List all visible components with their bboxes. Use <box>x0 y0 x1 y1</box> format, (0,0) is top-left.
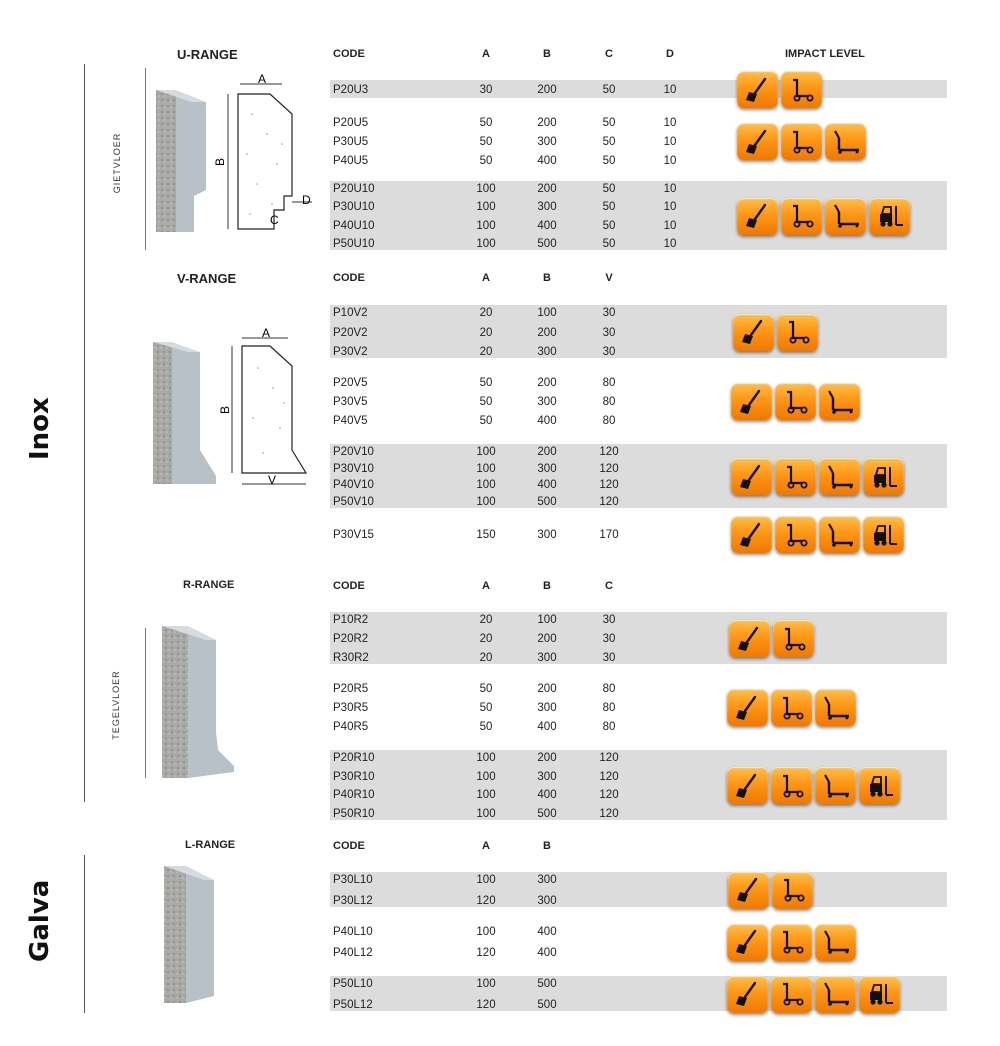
dimension-value: 120 <box>476 999 496 1011</box>
material-inox-label: Inox <box>25 397 55 460</box>
product-code: R30R2 <box>333 652 369 664</box>
product-code: P40V5 <box>333 415 368 427</box>
row-group-band <box>330 305 947 358</box>
dimension-value: 120 <box>599 770 619 783</box>
dimension-value: 300 <box>537 201 557 214</box>
v-profile-image <box>150 338 220 488</box>
dimension-value: 100 <box>476 479 496 492</box>
dimension-value: 500 <box>537 978 557 990</box>
dimension-value: 80 <box>602 377 616 389</box>
dim-d-label: D <box>302 193 311 207</box>
product-code: P40R10 <box>333 789 375 802</box>
column-header-code: CODE <box>333 272 365 284</box>
dimension-value: 400 <box>537 479 557 492</box>
material-galva-label: Galva <box>25 879 55 962</box>
dimension-value: 20 <box>479 652 493 664</box>
dimension-value: 10 <box>663 155 677 167</box>
impact-level-icons <box>731 458 904 495</box>
dim-a-label-v: A <box>262 328 271 340</box>
dimension-value: 200 <box>537 326 557 339</box>
dimension-value: 500 <box>537 808 557 820</box>
impact-level-icons <box>727 689 856 726</box>
scooter-icon <box>775 458 816 495</box>
dimension-value: 400 <box>537 155 557 167</box>
dimension-value: 100 <box>476 201 496 214</box>
dimension-value: 100 <box>476 183 496 195</box>
column-header-v: V <box>605 272 613 284</box>
impact-level-icons <box>737 123 866 160</box>
broom-icon <box>731 516 772 553</box>
product-code: P40R5 <box>333 721 369 733</box>
product-code: P30R5 <box>333 702 369 714</box>
dimension-value: 100 <box>476 808 496 820</box>
dimension-value: 50 <box>479 396 493 408</box>
dimension-value: 80 <box>602 721 616 733</box>
product-code: P20U10 <box>333 183 375 195</box>
scooter-icon <box>775 516 816 553</box>
v-section-drawing <box>218 328 318 498</box>
pallet-jack-icon <box>815 767 856 804</box>
impact-level-icons <box>737 71 822 108</box>
scooter-icon <box>771 976 812 1013</box>
dimension-value: 300 <box>537 652 557 664</box>
dimension-value: 300 <box>537 770 557 783</box>
dimension-value: 30 <box>602 346 616 358</box>
product-code: P50V10 <box>333 496 374 508</box>
dimension-value: 200 <box>537 117 557 129</box>
pallet-jack-icon <box>825 198 866 235</box>
dimension-value: 20 <box>479 307 493 319</box>
dimension-value: 10 <box>663 238 677 250</box>
product-code: P10R2 <box>333 614 369 626</box>
pallet-jack-icon <box>815 976 856 1013</box>
dimension-value: 200 <box>537 752 557 764</box>
product-code: P20V10 <box>333 446 374 458</box>
dimension-value: 200 <box>537 183 557 195</box>
dimension-value: 300 <box>537 702 557 714</box>
broom-icon <box>733 314 774 351</box>
dimension-value: 30 <box>602 614 616 626</box>
product-code: P20R2 <box>333 633 369 645</box>
forklift-icon <box>859 976 900 1013</box>
broom-icon <box>727 767 768 804</box>
dimension-value: 500 <box>537 238 557 250</box>
pallet-jack-icon <box>815 689 856 726</box>
broom-icon <box>737 123 778 160</box>
product-code: P20U3 <box>333 84 369 96</box>
pallet-jack-icon <box>815 924 856 961</box>
column-header-code: CODE <box>333 840 365 852</box>
column-header-a: A <box>482 48 490 60</box>
broom-icon <box>728 872 769 909</box>
dimension-value: 50 <box>479 117 493 129</box>
dimension-value: 80 <box>602 415 616 427</box>
product-code: P40U5 <box>333 155 369 167</box>
dimension-value: 170 <box>599 529 619 541</box>
product-code: P30R10 <box>333 770 375 783</box>
impact-level-icons <box>727 924 856 961</box>
v-range-title: V-RANGE <box>177 271 237 286</box>
pallet-jack-icon <box>819 458 860 495</box>
l-range-title: L-RANGE <box>185 839 236 851</box>
dimension-value: 20 <box>479 346 493 358</box>
product-code: P30U5 <box>333 136 369 148</box>
dimension-value: 100 <box>476 462 496 475</box>
product-code: P20V2 <box>333 326 368 339</box>
impact-level-header: IMPACT LEVEL <box>785 48 865 60</box>
impact-level-icons <box>733 314 818 351</box>
dimension-value: 120 <box>599 752 619 764</box>
scooter-icon <box>772 872 813 909</box>
product-code: P20V5 <box>333 377 368 389</box>
dimension-value: 100 <box>476 496 496 508</box>
dimension-value: 100 <box>537 307 557 319</box>
dimension-value: 100 <box>476 926 496 938</box>
product-code: P30L10 <box>333 874 373 886</box>
dimension-value: 50 <box>602 84 616 96</box>
dimension-value: 10 <box>663 201 677 214</box>
scooter-icon <box>775 383 816 420</box>
impact-level-icons <box>737 198 910 235</box>
forklift-icon <box>859 767 900 804</box>
row-group-band <box>330 612 947 664</box>
broom-icon <box>737 71 778 108</box>
dimension-value: 50 <box>479 136 493 148</box>
dimension-value: 200 <box>537 446 557 458</box>
l-profile-image <box>160 862 220 1007</box>
broom-icon <box>737 198 778 235</box>
dimension-value: 50 <box>602 238 616 250</box>
dimension-value: 100 <box>537 614 557 626</box>
dim-a-label: A <box>258 74 267 86</box>
dimension-value: 50 <box>602 117 616 129</box>
column-header-b: B <box>543 840 551 852</box>
dimension-value: 120 <box>599 496 619 508</box>
dimension-value: 300 <box>537 346 557 358</box>
scooter-icon <box>773 620 814 657</box>
dimension-value: 20 <box>479 326 493 339</box>
pallet-jack-icon <box>825 123 866 160</box>
broom-icon <box>727 689 768 726</box>
product-code: P20R10 <box>333 752 375 764</box>
dimension-value: 200 <box>537 84 557 96</box>
column-header-code: CODE <box>333 48 365 60</box>
dimension-value: 50 <box>479 377 493 389</box>
broom-icon <box>727 924 768 961</box>
dimension-value: 300 <box>537 895 557 907</box>
dimension-value: 30 <box>602 307 616 319</box>
dimension-value: 30 <box>602 633 616 645</box>
product-code: P50R10 <box>333 808 375 820</box>
dimension-value: 30 <box>479 84 493 96</box>
dimension-value: 300 <box>537 874 557 886</box>
dimension-value: 10 <box>663 117 677 129</box>
dimension-value: 150 <box>476 529 496 541</box>
dimension-value: 30 <box>602 326 616 339</box>
dimension-value: 200 <box>537 633 557 645</box>
dimension-value: 100 <box>476 446 496 458</box>
scooter-icon <box>781 123 822 160</box>
dimension-value: 50 <box>479 155 493 167</box>
column-header-a: A <box>482 580 490 592</box>
dimension-value: 50 <box>602 155 616 167</box>
product-code: P50L10 <box>333 978 373 990</box>
column-header-code: CODE <box>333 580 365 592</box>
dimension-value: 50 <box>602 183 616 195</box>
column-header-c: C <box>605 580 613 592</box>
dimension-value: 80 <box>602 396 616 408</box>
impact-level-icons <box>728 872 813 909</box>
dimension-value: 120 <box>599 446 619 458</box>
dimension-value: 50 <box>479 702 493 714</box>
tegelvloer-line <box>145 628 146 778</box>
impact-level-icons <box>727 767 900 804</box>
dimension-value: 50 <box>479 683 493 695</box>
dimension-value: 100 <box>476 770 496 783</box>
broom-icon <box>731 458 772 495</box>
impact-level-icons <box>729 620 814 657</box>
dimension-value: 80 <box>602 702 616 714</box>
dimension-value: 120 <box>599 808 619 820</box>
dimension-value: 400 <box>537 219 557 232</box>
u-section-drawing <box>212 74 322 249</box>
u-range-title: U-RANGE <box>177 47 238 62</box>
product-code: P20R5 <box>333 683 369 695</box>
dimension-value: 400 <box>537 721 557 733</box>
dimension-value: 400 <box>537 415 557 427</box>
dimension-value: 200 <box>537 683 557 695</box>
dim-b-label-v: B <box>218 405 232 414</box>
dimension-value: 300 <box>537 529 557 541</box>
dimension-value: 300 <box>537 462 557 475</box>
broom-icon <box>731 383 772 420</box>
product-code: P10V2 <box>333 307 368 319</box>
product-code: P50L12 <box>333 999 373 1011</box>
pallet-jack-icon <box>819 383 860 420</box>
dimension-value: 100 <box>476 238 496 250</box>
dimension-value: 20 <box>479 633 493 645</box>
dimension-value: 500 <box>537 496 557 508</box>
forklift-icon <box>869 198 910 235</box>
floor-tegelvloer-label: TEGELVLOER <box>111 670 121 740</box>
broom-icon <box>729 620 770 657</box>
galva-divider-line <box>84 855 85 1013</box>
dimension-value: 50 <box>602 219 616 232</box>
product-code: P30V2 <box>333 346 368 358</box>
scooter-icon <box>777 314 818 351</box>
forklift-icon <box>863 516 904 553</box>
dimension-value: 120 <box>599 789 619 802</box>
dimension-value: 50 <box>479 721 493 733</box>
forklift-icon <box>863 458 904 495</box>
column-header-b: B <box>543 580 551 592</box>
gietvloer-line <box>145 68 146 250</box>
dimension-value: 100 <box>476 752 496 764</box>
row-group-band <box>330 80 947 98</box>
product-code: P40L12 <box>333 947 373 959</box>
r-range-title: R-RANGE <box>183 579 235 591</box>
dimension-value: 120 <box>599 462 619 475</box>
dimension-value: 120 <box>476 947 496 959</box>
dimension-value: 120 <box>476 895 496 907</box>
product-code: P40V10 <box>333 479 374 492</box>
dimension-value: 400 <box>537 926 557 938</box>
dim-c-label: C <box>270 213 279 227</box>
column-header-a: A <box>482 840 490 852</box>
dimension-value: 50 <box>602 201 616 214</box>
pallet-jack-icon <box>819 516 860 553</box>
product-code: P50U10 <box>333 238 375 250</box>
scooter-icon <box>771 767 812 804</box>
dimension-value: 10 <box>663 219 677 232</box>
dimension-value: 80 <box>602 683 616 695</box>
dimension-value: 500 <box>537 999 557 1011</box>
dimension-value: 50 <box>479 415 493 427</box>
impact-level-icons <box>731 383 860 420</box>
dimension-value: 30 <box>602 652 616 664</box>
row-group-band <box>330 872 947 907</box>
inox-divider-line <box>84 64 85 802</box>
dimension-value: 20 <box>479 614 493 626</box>
floor-gietvloer-label: GIETVLOER <box>112 132 122 194</box>
dimension-value: 100 <box>476 789 496 802</box>
scooter-icon <box>771 689 812 726</box>
dimension-value: 10 <box>663 84 677 96</box>
column-header-d: D <box>666 48 674 60</box>
r-profile-image <box>158 622 238 782</box>
dimension-value: 300 <box>537 396 557 408</box>
dimension-value: 100 <box>476 978 496 990</box>
column-header-b: B <box>543 272 551 284</box>
scooter-icon <box>781 198 822 235</box>
dimension-value: 400 <box>537 789 557 802</box>
broom-icon <box>727 976 768 1013</box>
dimension-value: 100 <box>476 874 496 886</box>
impact-level-icons <box>731 516 904 553</box>
scooter-icon <box>781 71 822 108</box>
product-code: P30V5 <box>333 396 368 408</box>
dimension-value: 400 <box>537 947 557 959</box>
scooter-icon <box>771 924 812 961</box>
dimension-value: 120 <box>599 479 619 492</box>
column-header-a: A <box>482 272 490 284</box>
dimension-value: 100 <box>476 219 496 232</box>
column-header-c: C <box>605 48 613 60</box>
dimension-value: 50 <box>602 136 616 148</box>
product-code: P40U10 <box>333 219 375 232</box>
product-code: P20U5 <box>333 117 369 129</box>
dimension-value: 200 <box>537 377 557 389</box>
column-header-b: B <box>543 48 551 60</box>
product-code: P40L10 <box>333 926 373 938</box>
dimension-value: 10 <box>663 183 677 195</box>
dimension-value: 300 <box>537 136 557 148</box>
product-code: P30V10 <box>333 462 374 475</box>
u-profile-image <box>154 86 214 236</box>
dim-b-label: B <box>213 157 227 166</box>
dimension-value: 10 <box>663 136 677 148</box>
product-code: P30V15 <box>333 529 374 541</box>
product-code: P30U10 <box>333 201 375 214</box>
dim-v-label: V <box>268 473 277 487</box>
product-code: P30L12 <box>333 895 373 907</box>
impact-level-icons <box>727 976 900 1013</box>
